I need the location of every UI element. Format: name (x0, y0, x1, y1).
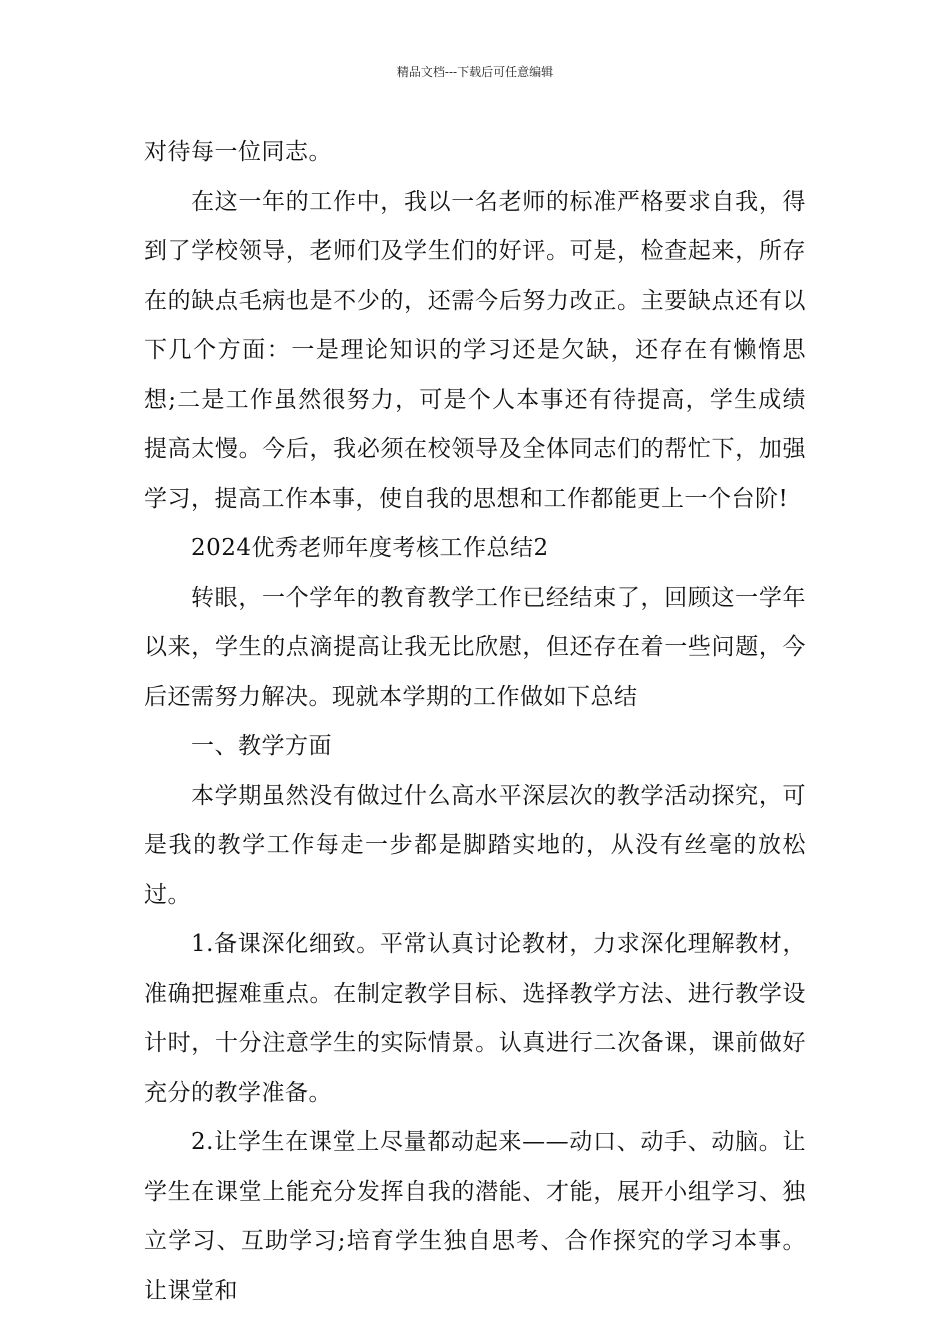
paragraph-lesson-prep: 1.备课深化细致。平常认真讨论教材，力求深化理解教材，准确把握难重点。在制定教学目标、选择教学方法、进行教学设计时，十分注意学生的实际情景。认真进行二次备课，课前做好充分的教学准备。 (144, 931, 806, 1106)
paragraph-intro: 转眼，一个学年的教育教学工作已经结束了，回顾这一学年以来，学生的点滴提高让我无比欣慰，但还存在着一些问题，今后还需努力解决。现就本学期的工作做如下总结 (144, 584, 806, 710)
section-title: 2024优秀老师年度考核工作总结2 (191, 535, 549, 561)
paragraph-classroom: 2.让学生在课堂上尽量都动起来——动口、动手、动脑。让学生在课堂上能充分发挥自我的潜能、才能，展开小组学习、独立学习、互助学习;培育学生独自思考、合作探究的学习本事。让课堂和 (144, 1129, 806, 1304)
heading-teaching: 一、教学方面 (191, 733, 332, 759)
page-header: 精品文档---下载后可任意编辑 (396, 65, 554, 79)
paragraph-self-assessment: 在这一年的工作中，我以一名老师的标准严格要求自我，得到了学校领导，老师们及学生们的好评。可是，检查起来，所存在的缺点毛病也是不少的，还需今后努力改正。主要缺点还有以下几个方面：一是理论知识的学习还是欠缺，还存在有懒惰思想;二是工作虽然很努力，可是个人本事还有待提高，学生成绩提高太慢。今后，我必须在校领导及全体同志们的帮忙下，加强学习，提高工作本事，使自我的思想和工作都能更上一个台阶! (144, 188, 806, 512)
paragraph-teaching-overview: 本学期虽然没有做过什么高水平深层次的教学活动探究，可是我的教学工作每走一步都是脚踏实地的，从没有丝毫的放松过。 (144, 782, 806, 908)
document-body (144, 128, 806, 1316)
paragraph-continuation: 对待每一位同志。 (144, 139, 332, 165)
